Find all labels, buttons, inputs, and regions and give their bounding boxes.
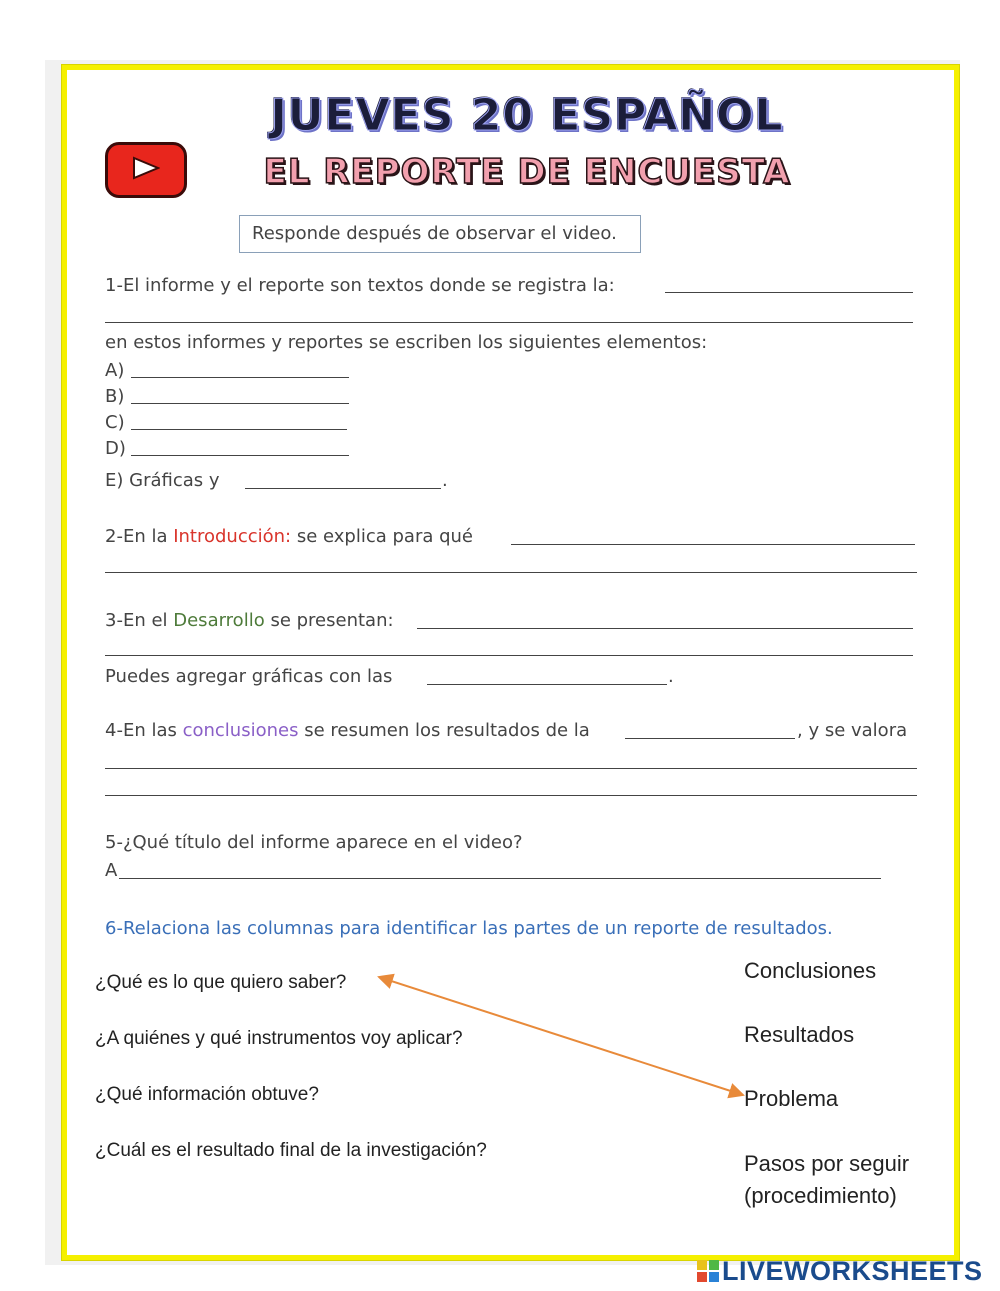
worksheet-page [62,65,959,1260]
liveworksheets-logo-icon [697,1260,719,1282]
title-line-1: JUEVES 20 ESPAÑOL [270,90,784,141]
liveworksheets-brand: LIVEWORKSHEETS [722,1255,983,1286]
q6-instruction: 6-Relaciona las columnas para identificar las partes de un reporte de resultados. [105,918,833,939]
q2-suffix: se explica para qué [291,526,474,547]
q4-suffix: se resumen los resultados de la [298,720,590,741]
q6-option-pasos-line1: Pasos por seguir [744,1151,910,1176]
instruction-text: Responde después de observar el video. [252,223,617,244]
q6-question-2: ¿A quiénes y qué instrumentos voy aplicar? [95,1028,463,1049]
q6-question-1: ¿Qué es lo que quiero saber? [95,972,347,993]
q3-graphs-text: Puedes agregar gráficas con las [105,666,393,687]
q1-elements-intro: en estos informes y reportes se escriben los siguientes elementos: [105,332,708,353]
q3-graphs-end: . [668,666,674,687]
q5-answer-prefix: A [105,860,118,881]
q1-item-b-label: B) [105,386,125,407]
q1-item-e-end: . [442,470,448,491]
q5-text: 5-¿Qué título del informe aparece en el video? [105,832,523,853]
q4-prefix: 4-En las [105,720,183,741]
q4-highlight-conclusiones: conclusiones [182,720,299,741]
q6-question-4: ¿Cuál es el resultado final de la investigación? [95,1140,487,1161]
q2-highlight-introduccion: Introducción: [173,526,292,547]
q1-item-a-label: A) [105,360,125,381]
q6-option-resultados[interactable]: Resultados [744,1022,855,1047]
q1-text: 1-El informe y el reporte son textos donde se registra la: [105,275,615,296]
match-arrow[interactable] [67,70,954,1255]
q6-option-pasos-line2: (procedimiento) [744,1183,897,1208]
q6-option-conclusiones[interactable]: Conclusiones [744,958,877,983]
q1-item-c-label: C) [105,412,125,433]
q3-highlight-desarrollo: Desarrollo [173,610,265,631]
q2-prefix: 2-En la [105,526,174,547]
liveworksheets-logo[interactable] [697,1256,983,1286]
q4-end-text: , y se valora [797,720,908,741]
title-line-2: EL REPORTE DE ENCUESTA [263,152,791,192]
q1-item-e-label: E) Gráficas y [105,470,220,491]
q6-option-problema[interactable]: Problema [744,1086,839,1111]
q6-question-3: ¿Qué información obtuve? [95,1084,319,1105]
q1-item-d-label: D) [105,438,126,459]
q3-suffix: se presentan: [264,610,394,631]
q3-prefix: 3-En el [105,610,174,631]
